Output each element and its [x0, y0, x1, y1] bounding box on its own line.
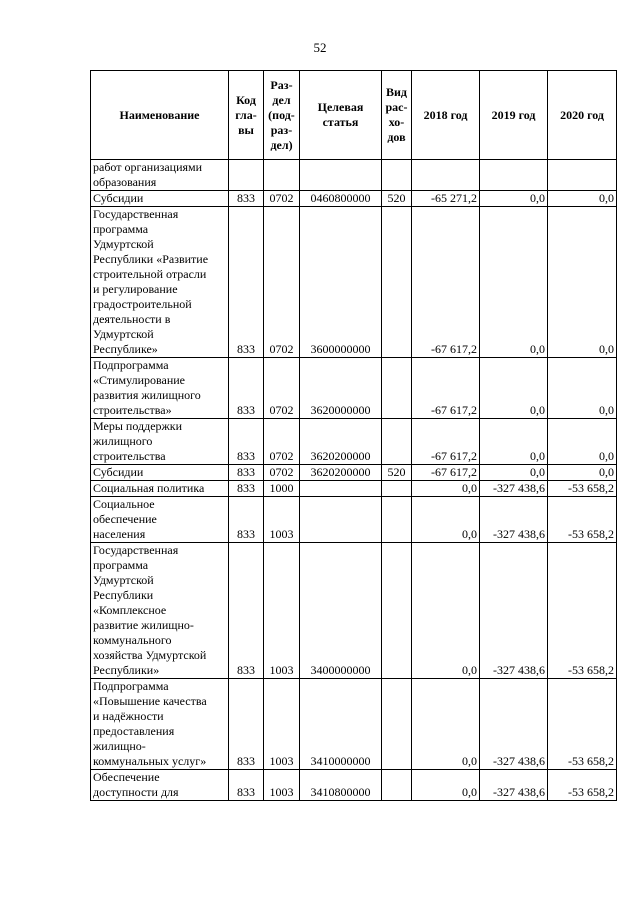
cell-code: 833: [229, 358, 264, 419]
cell-2018: -65 271,2: [412, 191, 480, 207]
cell-2020: 0,0: [548, 207, 617, 358]
cell-2018: 0,0: [412, 679, 480, 770]
cell-2020: -53 658,2: [548, 481, 617, 497]
cell-name: Государственная программа Удмуртской Республики «Развитие строительной отрасли и регулирование градостроительной деятельности в Удмуртской Республике»: [91, 207, 229, 358]
table-row: [91, 497, 617, 543]
cell-type: [382, 207, 412, 358]
header-type: Вид рас- хо- дов: [382, 71, 412, 160]
cell-type: 520: [382, 191, 412, 207]
cell-article: 3400000000: [300, 543, 382, 679]
table-row: [91, 481, 617, 497]
cell-name: Подпрограмма «Повышение качества и надёжности предоставления жилищно- коммунальных услуг»: [91, 679, 229, 770]
cell-code: 833: [229, 481, 264, 497]
cell-section: 0702: [264, 465, 300, 481]
cell-code: 833: [229, 543, 264, 679]
cell-name: Субсидии: [91, 191, 229, 207]
cell-2020: -53 658,2: [548, 770, 617, 801]
cell-name: Обеспечение доступности для: [91, 770, 229, 801]
cell-2018: -67 617,2: [412, 207, 480, 358]
cell-section: 1003: [264, 679, 300, 770]
table-row: [91, 191, 617, 207]
page-number: 52: [313, 40, 327, 55]
cell-2020: [548, 160, 617, 191]
cell-2018: -67 617,2: [412, 358, 480, 419]
header-2019: 2019 год: [480, 71, 548, 160]
cell-2020: 0,0: [548, 191, 617, 207]
cell-name: Социальное обеспечение населения: [91, 497, 229, 543]
cell-2020: -53 658,2: [548, 543, 617, 679]
cell-2018: 0,0: [412, 481, 480, 497]
budget-table: [90, 70, 617, 801]
cell-2019: 0,0: [480, 191, 548, 207]
table-row: [91, 770, 617, 801]
cell-2020: -53 658,2: [548, 497, 617, 543]
cell-code: [229, 160, 264, 191]
cell-code: 833: [229, 497, 264, 543]
header-2020: 2020 год: [548, 71, 617, 160]
cell-section: [264, 160, 300, 191]
cell-2019: -327 438,6: [480, 497, 548, 543]
cell-article: 3600000000: [300, 207, 382, 358]
cell-2020: 0,0: [548, 419, 617, 465]
cell-code: 833: [229, 465, 264, 481]
cell-2019: -327 438,6: [480, 481, 548, 497]
cell-section: 0702: [264, 358, 300, 419]
cell-2019: -327 438,6: [480, 770, 548, 801]
cell-2019: -327 438,6: [480, 543, 548, 679]
cell-2019: 0,0: [480, 358, 548, 419]
cell-2018: -67 617,2: [412, 465, 480, 481]
cell-section: 1003: [264, 497, 300, 543]
cell-2020: -53 658,2: [548, 679, 617, 770]
table-row: [91, 679, 617, 770]
cell-name: работ организациями образования: [91, 160, 229, 191]
cell-section: 1003: [264, 543, 300, 679]
table-row: [91, 465, 617, 481]
cell-name: Социальная политика: [91, 481, 229, 497]
cell-2018: [412, 160, 480, 191]
cell-code: 833: [229, 207, 264, 358]
cell-name: Субсидии: [91, 465, 229, 481]
cell-2018: 0,0: [412, 497, 480, 543]
cell-article: 3620000000: [300, 358, 382, 419]
cell-name: Меры поддержки жилищного строительства: [91, 419, 229, 465]
cell-article: 3410000000: [300, 679, 382, 770]
table-row: [91, 543, 617, 679]
cell-type: [382, 497, 412, 543]
table-header-row: [91, 71, 617, 160]
cell-code: 833: [229, 419, 264, 465]
cell-article: [300, 497, 382, 543]
table-body: [91, 160, 617, 801]
cell-2019: 0,0: [480, 465, 548, 481]
header-article: Целевая статья: [300, 71, 382, 160]
cell-code: 833: [229, 679, 264, 770]
cell-section: 1003: [264, 770, 300, 801]
cell-type: [382, 543, 412, 679]
cell-2018: 0,0: [412, 543, 480, 679]
cell-article: [300, 160, 382, 191]
cell-name: Подпрограмма «Стимулирование развития жилищного строительства»: [91, 358, 229, 419]
cell-type: 520: [382, 465, 412, 481]
cell-type: [382, 358, 412, 419]
table-row: [91, 207, 617, 358]
cell-section: 0702: [264, 191, 300, 207]
cell-type: [382, 481, 412, 497]
cell-code: 833: [229, 770, 264, 801]
cell-2019: 0,0: [480, 207, 548, 358]
header-2018: 2018 год: [412, 71, 480, 160]
cell-section: 0702: [264, 207, 300, 358]
cell-2020: 0,0: [548, 465, 617, 481]
cell-code: 833: [229, 191, 264, 207]
cell-2020: 0,0: [548, 358, 617, 419]
cell-2019: [480, 160, 548, 191]
cell-article: 3620200000: [300, 419, 382, 465]
cell-article: [300, 481, 382, 497]
cell-type: [382, 160, 412, 191]
table-row: [91, 160, 617, 191]
cell-article: 0460800000: [300, 191, 382, 207]
cell-name: Государственная программа Удмуртской Республики «Комплексное развитие жилищно- коммунального хозяйства Удмуртской Республики»: [91, 543, 229, 679]
cell-article: 3410800000: [300, 770, 382, 801]
header-name: Наименование: [91, 71, 229, 160]
cell-2019: 0,0: [480, 419, 548, 465]
cell-2018: -67 617,2: [412, 419, 480, 465]
cell-type: [382, 679, 412, 770]
table-row: [91, 358, 617, 419]
cell-2018: 0,0: [412, 770, 480, 801]
cell-article: 3620200000: [300, 465, 382, 481]
cell-section: 1000: [264, 481, 300, 497]
cell-type: [382, 419, 412, 465]
cell-2019: -327 438,6: [480, 679, 548, 770]
header-section: Раз- дел (под- раз- дел): [264, 71, 300, 160]
cell-section: 0702: [264, 419, 300, 465]
table-row: [91, 419, 617, 465]
cell-type: [382, 770, 412, 801]
header-code: Код гла- вы: [229, 71, 264, 160]
